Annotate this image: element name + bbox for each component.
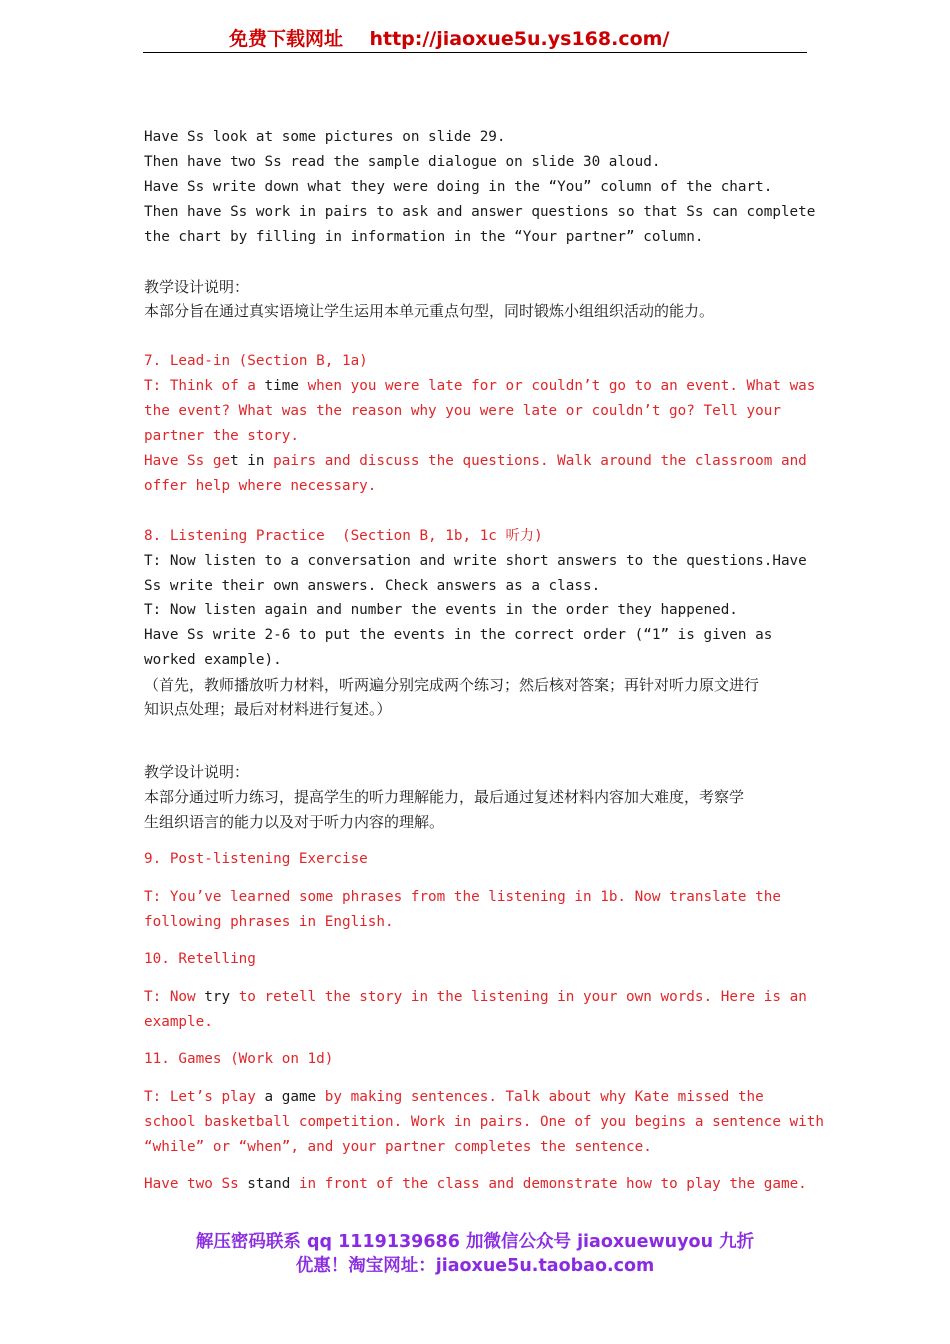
design-note-text: 生组织语言的能力以及对于听力内容的理解。	[144, 813, 445, 831]
text-line: Then have two Ss read the sample dialogue on slide 30 aloud.	[144, 154, 661, 170]
text-line: （首先，教师播放听力材料，听两遍分别完成两个练习；然后核对答案；再针对听力原文进行	[144, 676, 760, 694]
section-heading: 8. Listening Practice (Section B, 1b, 1c 听力)	[144, 528, 543, 544]
text-line: partner the story.	[144, 428, 299, 444]
design-note-text: 本部分旨在通过真实语境让学生运用本单元重点句型，同时锻炼小组组织活动的能力。	[144, 302, 715, 320]
text-line: “while” or “when”, and your partner completes the sentence.	[144, 1139, 652, 1155]
text-line: 知识点处理；最后对材料进行复述。）	[144, 700, 392, 718]
section-heading: 9. Post-listening Exercise	[144, 851, 368, 867]
text-line: Have Ss get in pairs and discuss the questions. Walk around the classroom and	[144, 453, 807, 469]
text-line: example.	[144, 1014, 213, 1030]
text-line: following phrases in English.	[144, 914, 394, 930]
design-note-title: 教学设计说明：	[144, 278, 250, 296]
section-heading: 11. Games (Work on 1d)	[144, 1051, 334, 1067]
footer-line-1: 解压密码联系 qq 1119139686 加微信公众号 jiaoxuewuyou 九折	[195, 1232, 755, 1252]
text-line: Have two Ss stand in front of the class and demonstrate how to play the game.	[144, 1176, 807, 1192]
design-note-title: 教学设计说明：	[144, 763, 250, 781]
text-line: Ss write their own answers. Check answers as a class.	[144, 578, 601, 594]
text-line: Have Ss write down what they were doing in the “You” column of the chart.	[144, 179, 773, 195]
text-line: offer help where necessary.	[144, 478, 377, 494]
header-title: 免费下载网址 http://jiaoxue5u.ys168.com/	[229, 28, 670, 50]
text-line: Have Ss look at some pictures on slide 29.	[144, 129, 506, 145]
text-line: T: You’ve learned some phrases from the listening in 1b. Now translate the	[144, 889, 781, 905]
text-line: the chart by filling in information in the “Your partner” column.	[144, 229, 704, 245]
text-line: Have Ss write 2-6 to put the events in the correct order (“1” is given as	[144, 627, 773, 643]
text-line: worked example).	[144, 652, 282, 668]
text-line: T: Now listen again and number the events in the order they happened.	[144, 602, 738, 618]
text-line: T: Let’s play a game by making sentences. Talk about why Kate missed the	[144, 1089, 764, 1105]
section-heading: 7. Lead-in (Section B, 1a)	[144, 353, 368, 369]
section-heading: 10. Retelling	[144, 951, 256, 967]
text-line: school basketball competition. Work in pairs. One of you begins a sentence with	[144, 1114, 824, 1130]
text-line: the event? What was the reason why you were late or couldn’t go? Tell your	[144, 403, 781, 419]
text-line: T: Now listen to a conversation and write short answers to the questions.Have	[144, 553, 807, 569]
design-note-text: 本部分通过听力练习，提高学生的听力理解能力，最后通过复述材料内容加大难度，考察学	[144, 788, 745, 806]
footer-line-2: 优惠！淘宝网址：jiaoxue5u.taobao.com	[295, 1256, 655, 1276]
text-line: T: Now try to retell the story in the listening in your own words. Here is an	[144, 989, 807, 1005]
text-line: T: Think of a time when you were late for or couldn’t go to an event. What was	[144, 378, 816, 394]
page-header	[143, 22, 807, 53]
text-line: Then have Ss work in pairs to ask and answer questions so that Ss can complete	[144, 204, 816, 220]
